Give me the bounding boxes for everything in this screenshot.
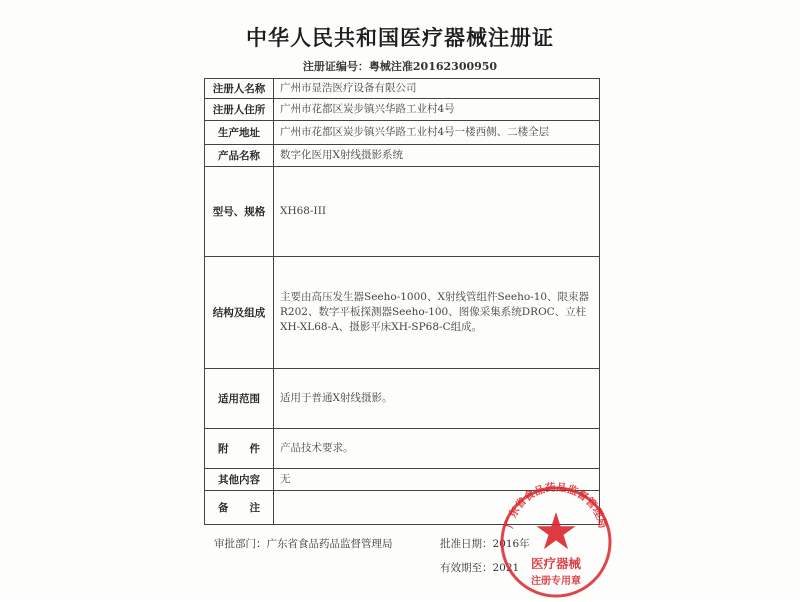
document-title: 中华人民共和国医疗器械注册证	[246, 25, 554, 50]
field-key: 生产地址	[205, 121, 274, 145]
field-key: 注册人名称	[205, 79, 274, 99]
field-key: 备 注	[205, 491, 274, 525]
table-row	[205, 145, 600, 167]
field-value: 广州市花都区炭步镇兴华路工业村4号	[274, 99, 600, 121]
field-key: 其他内容	[205, 469, 274, 491]
field-value: 无	[274, 469, 600, 491]
approval-department-value: 广东省食品药品监督管理局	[266, 538, 393, 550]
seal-ring-text: 广东省食品药品监督管理局	[503, 482, 609, 530]
valid-until-label: 有效期至：	[440, 562, 493, 574]
registration-number-value: 粤械注准20162300950	[368, 60, 498, 73]
table-row	[205, 167, 600, 257]
registration-number-label: 注册证编号：	[302, 60, 369, 73]
seal-star-icon	[537, 512, 576, 549]
table-row	[205, 121, 600, 145]
registration-table	[204, 78, 600, 525]
field-key: 型号、规格	[205, 167, 274, 257]
field-value: 数字化医用X射线摄影系统	[274, 145, 600, 167]
approval-department	[214, 536, 393, 551]
field-value: XH68-III	[274, 167, 600, 257]
field-value: 广州市花都区炭步镇兴华路工业村4号一楼西侧、二楼全层	[274, 121, 600, 145]
field-key: 适用范围	[205, 369, 274, 429]
table-row	[205, 79, 600, 99]
field-value: 主要由高压发生器Seeho-1000、X射线管组件Seeho-10、限束器R202、数字平板探测器Seeho-100、图像采集系统DROC、立柱XH-XL68-A、摄影平床XH-SP68-C组成。	[274, 257, 600, 369]
field-value: 适用于普通X射线摄影。	[274, 369, 600, 429]
approval-date-value: 2016年	[492, 538, 530, 550]
field-value: 广州市显浩医疗设备有限公司	[274, 79, 600, 99]
approval-date-label: 批准日期：	[440, 538, 493, 550]
table-row	[205, 369, 600, 429]
field-key: 附 件	[205, 429, 274, 469]
table-row	[205, 257, 600, 369]
seal-inner-line2: 注册专用章	[531, 576, 581, 587]
field-key: 结构及组成	[205, 257, 274, 369]
registration-number	[0, 58, 800, 74]
official-seal-icon	[496, 482, 616, 602]
field-key: 注册人住所	[205, 99, 274, 121]
table-row	[205, 429, 600, 469]
approval-department-label: 审批部门：	[214, 538, 267, 550]
field-key: 产品名称	[205, 145, 274, 167]
seal-inner-line1: 医疗器械	[530, 556, 582, 571]
table-row	[205, 99, 600, 121]
valid-until-value: 2021	[492, 562, 520, 574]
field-value: 产品技术要求。	[274, 429, 600, 469]
